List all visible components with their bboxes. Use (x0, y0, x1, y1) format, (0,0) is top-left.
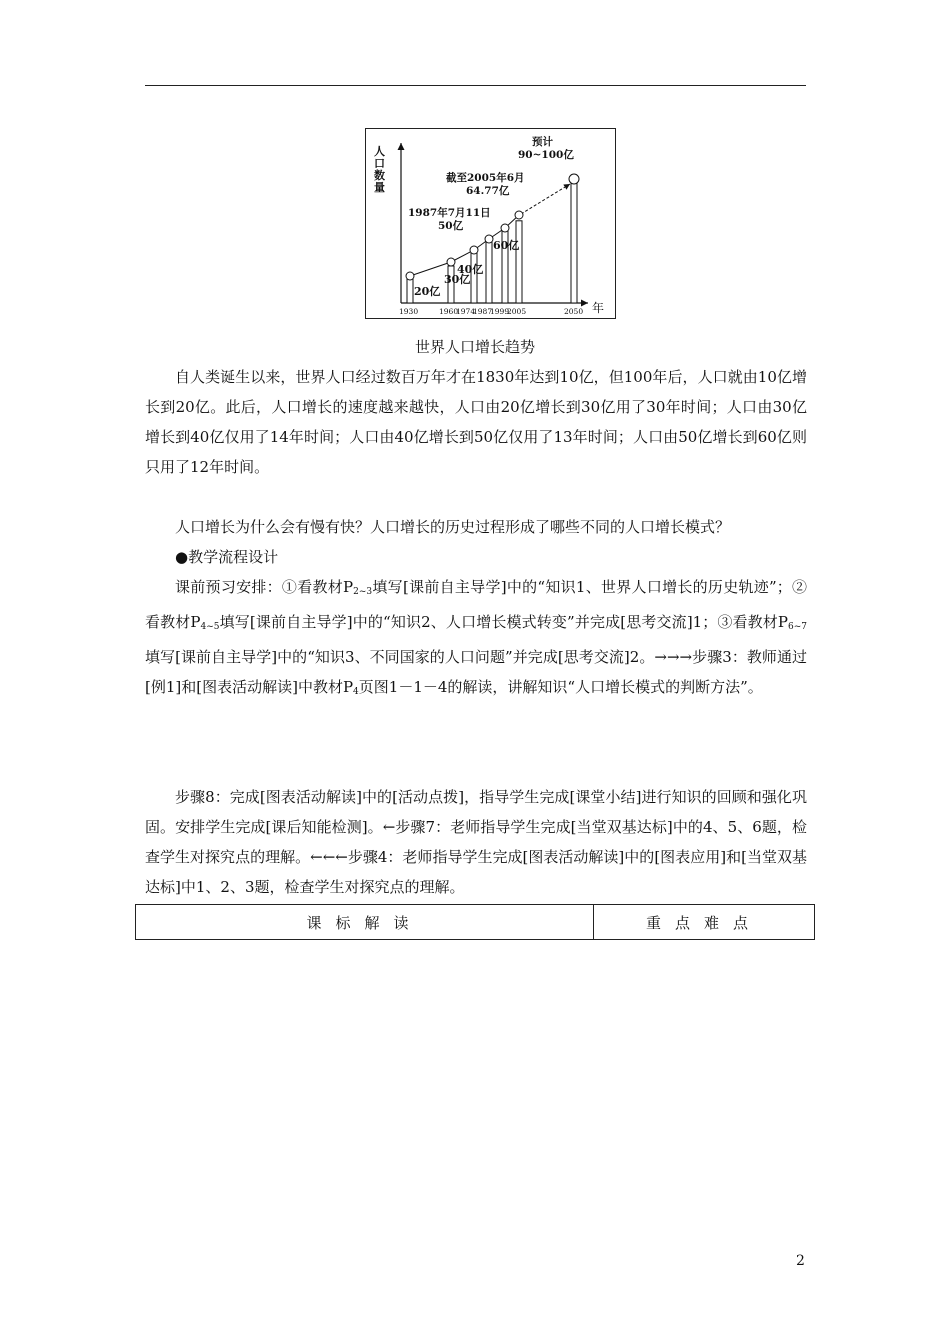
y-axis-label: 人口数量 (374, 145, 385, 194)
x-tick-1987: 1987 (473, 307, 493, 316)
paragraph-intro (145, 362, 807, 482)
bar-1987 (486, 240, 492, 303)
population-chart (365, 128, 616, 319)
x-tick-1960: 1960 (439, 307, 459, 316)
annotation-1987-value: 50亿 (438, 220, 464, 232)
point-2050 (569, 174, 579, 184)
paragraph-steps (145, 782, 807, 902)
x-tick-2005: 2005 (507, 307, 527, 316)
annotation-2050-label: 预计 (532, 136, 553, 148)
table-col-standard: 课标解读 (136, 905, 594, 940)
bar-1974 (471, 253, 477, 303)
paragraph-preview (145, 572, 807, 707)
point-1987 (485, 235, 493, 243)
x-tick-1974: 1974 (456, 307, 476, 316)
table-col-key-points: 重点难点 (594, 905, 815, 940)
question-text: 人口增长为什么会有慢有快？人口增长的历史过程形成了哪些不同的人口增长模式？ (175, 518, 731, 536)
bar-label-30: 30亿 (444, 273, 471, 286)
point-1974 (470, 246, 478, 254)
x-tick-1999: 1999 (490, 307, 510, 316)
bar-label-40: 40亿 (457, 263, 484, 276)
annotation-2050-value: 90~100亿 (518, 149, 574, 161)
point-1999 (501, 224, 509, 232)
bar-1930 (407, 279, 413, 303)
point-1960 (447, 258, 455, 266)
x-axis-unit: 年 (592, 301, 605, 315)
bar-2005 (516, 221, 522, 303)
steps-text: 步骤8：完成[图表活动解读]中的[活动点拨]，指导学生完成[课堂小结]进行知识的回顾和强化巩固。安排学生完成[课后知能检测]。←步骤7：老师指导学生完成[当堂双基达标]中的4、5、6题，检查学生对探究点的理解。←←←步骤4：老师指导学生完成[图表活动解读]中的[图表应用]和[当堂双基达标]中1、2、3题，检查学生对探究点的理解。 (145, 788, 807, 896)
bar-label-20: 20亿 (414, 285, 441, 298)
bar-2050 (571, 182, 577, 304)
paragraph-question (145, 512, 807, 542)
flow-design-heading: ●教学流程设计 (175, 548, 279, 566)
intro-text: 自人类诞生以来，世界人口经过数百万年才在1830年达到10亿，但100年后，人口就由10亿增长到20亿。此后，人口增长的速度越来越快，人口由20亿增长到30亿用了30年时间；人口由30亿增长到40亿仅用了14年时间；人口由40亿增长到50亿仅用了13年时间；人口由50亿增长到60亿则只用了12年时间。 (145, 368, 807, 476)
point-2005 (515, 211, 523, 219)
point-1930 (406, 272, 414, 280)
x-tick-1930: 1930 (399, 307, 419, 316)
header-table (135, 904, 815, 940)
header-rule (145, 85, 806, 86)
page-number: 2 (796, 1253, 805, 1269)
figure-caption: 世界人口增长趋势 (414, 338, 535, 356)
annotation-1987-date: 1987年7月11日 (408, 207, 491, 219)
section-heading (145, 542, 807, 572)
bar-label-60: 60亿 (493, 239, 520, 252)
preview-text: 课前预习安排：①看教材$P_{2\sim 3}$填写[课前自主导学]中的“知识1、世界人口增长的历史轨迹”；②看教材$P_{4\sim 5}$填写[课前自主导学]中的“知识2、人口增长模式转变”并完成[思考交流]1；③看教材$P_{6\sim 7}$填写[课前自主导学]中的“知识3、不同国家的人口问题”并完成[思考交流]2。→→→步骤3：教师通过[例1]和[图表活动解读]中教材$P_4$页图1－1－4的解读，讲解知识“人口增长模式的判断方法”。 (145, 578, 807, 697)
x-tick-2050: 2050 (564, 307, 584, 316)
annotation-2005-value: 64.77亿 (466, 185, 510, 197)
annotation-2005-date: 截至2005年6月 (446, 172, 525, 184)
projection-line (521, 184, 570, 214)
